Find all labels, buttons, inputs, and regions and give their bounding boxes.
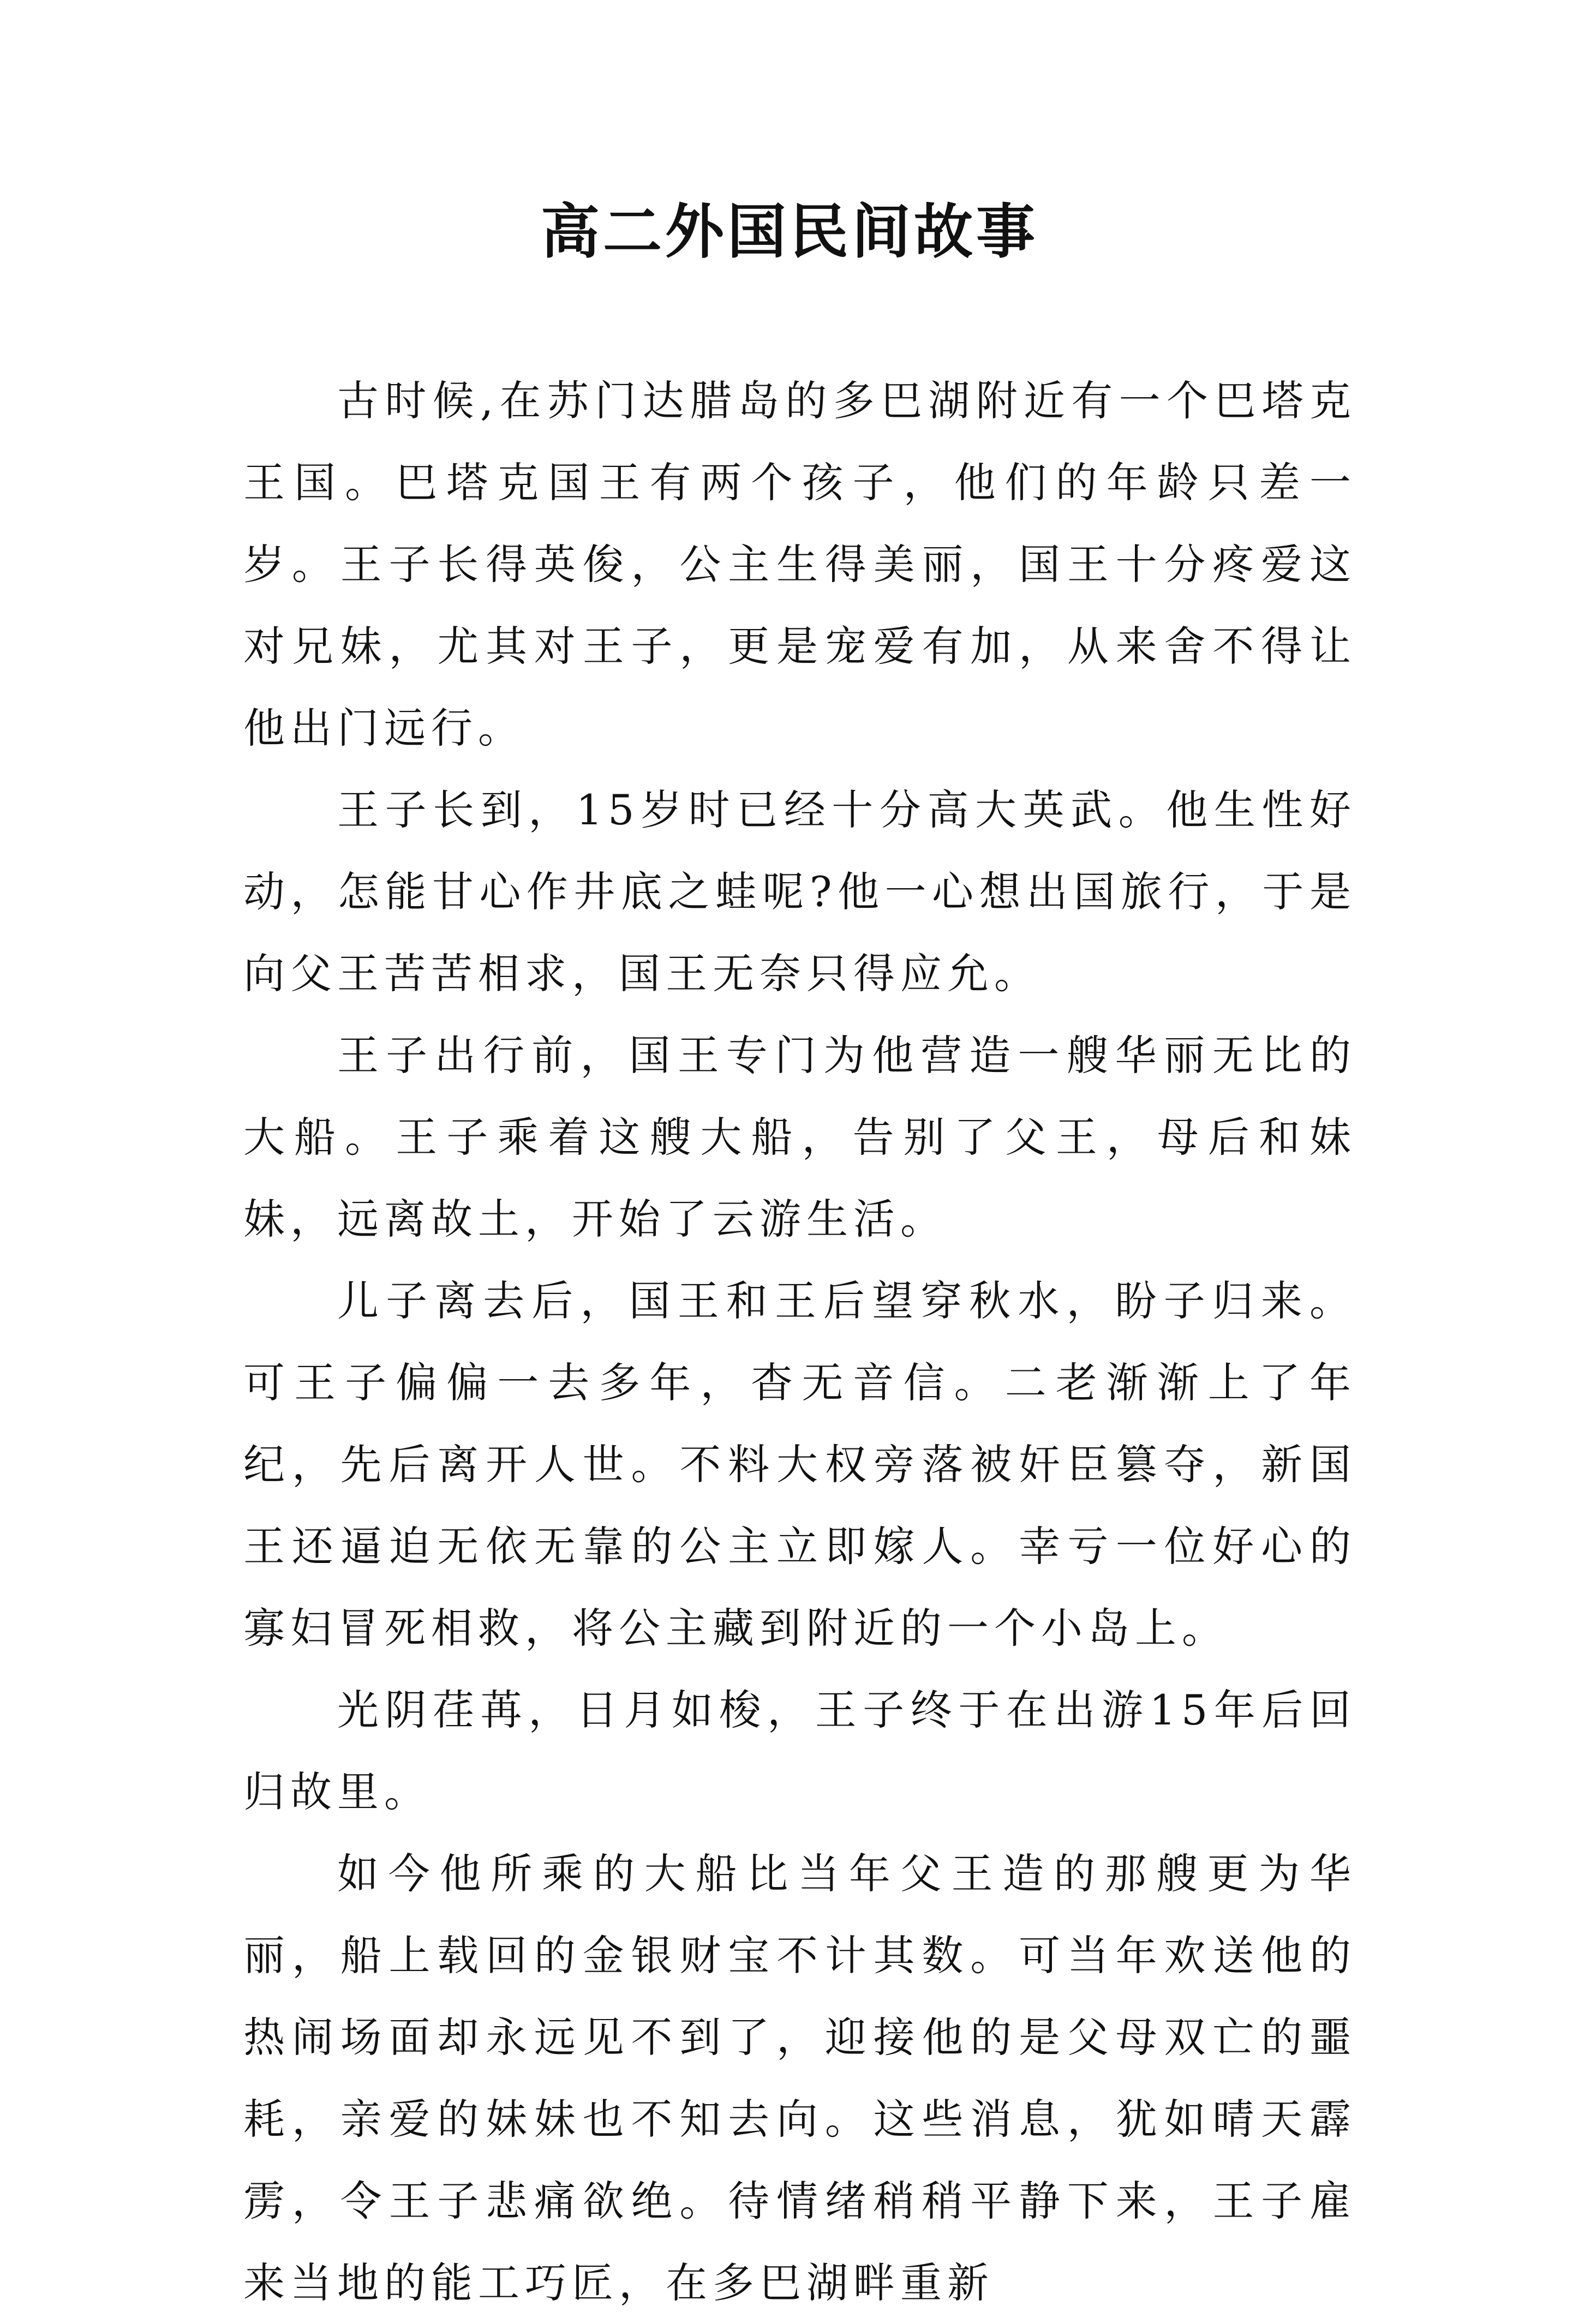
paragraph: 王子出行前，国王专门为他营造一艘华丽无比的大船。王子乘着这艘大船，告别了父王，母后和妹妹，远离故土，开始了云游生活。 (243, 1031, 1356, 1243)
paragraph: 王子长到，15岁时已经十分高大英武。他生性好动，怎能甘心作井底之蛙呢?他一心想出国旅行，于是向父王苦苦相求，国王无奈只得应允。 (243, 786, 1356, 998)
document-body (243, 360, 1356, 2324)
document-title: 高二外国民间故事 (540, 197, 1038, 266)
paragraph: 光阴荏苒，日月如梭，王子终于在出游15年后回归故里。 (243, 1686, 1356, 1816)
paragraph: 古时候,在苏门达腊岛的多巴湖附近有一个巴塔克王国。巴塔克国王有两个孩子，他们的年龄只差一岁。王子长得英俊，公主生得美丽，国王十分疼爱这对兄妹，尤其对王子，更是宠爱有加，从来舍不得让他出门远行。 (243, 376, 1356, 752)
paragraph: 儿子离去后，国王和王后望穿秋水，盼子归来。可王子偏偏一去多年，杳无音信。二老渐渐上了年纪，先后离开人世。不料大权旁落被奸臣篡夺，新国王还逼迫无依无靠的公主立即嫁人。幸亏一位好心的寡妇冒死相救，将公主藏到附近的一个小岛上。 (243, 1277, 1356, 1652)
paragraph: 如今他所乘的大船比当年父王造的那艘更为华丽，船上载回的金银财宝不计其数。可当年欢送他的热闹场面却永远见不到了，迎接他的是父母双亡的噩耗，亲爱的妹妹也不知去向。这些消息，犹如晴天霹雳，令王子悲痛欲绝。待情绪稍稍平静下来，王子雇来当地的能工巧匠，在多巴湖畔重新 (243, 1849, 1356, 2307)
